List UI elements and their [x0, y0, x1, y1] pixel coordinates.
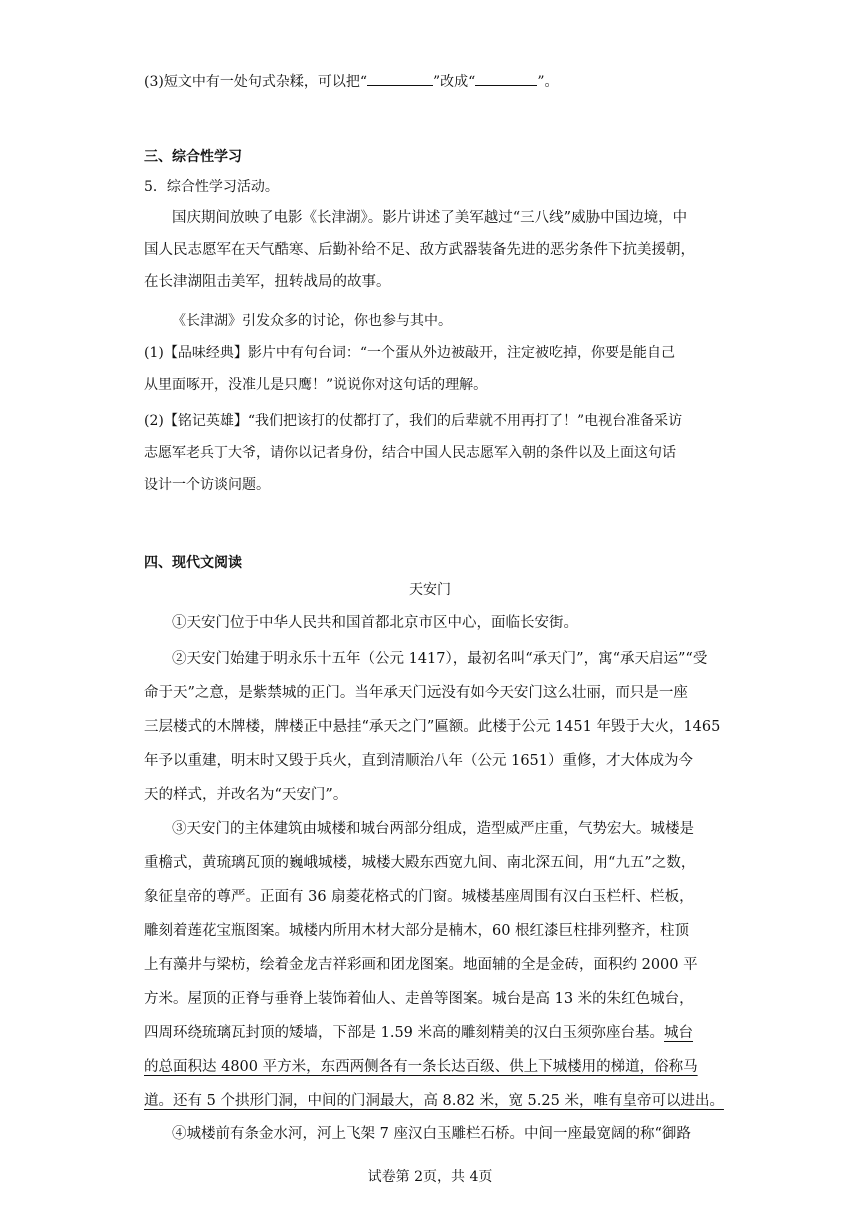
page-footer: 试卷第 2页，共 4页: [367, 1169, 493, 1185]
sub-question-2: (2)【铭记英雄】“我们把该打的仗都打了，我们的后辈就不用再打了！”电视台准备采访 志愿军老兵丁大爷，请你以记者身份，结合中国人民志愿军入朝的条件以及上面这句话 设计一个访谈问题。: [144, 413, 683, 493]
answer-blank-original[interactable]: [367, 71, 433, 86]
underlined-passage-line: 道。还有 5 个拱形门洞，中间的门洞最大，高 8.82 米，宽 5.25 米，唯有皇帝可以进出。: [144, 1093, 724, 1109]
question-5-label: 5．综合性学习活动。: [144, 179, 279, 195]
discussion-paragraph: 《长津湖》引发众多的讨论，你也参与其中。: [172, 313, 452, 329]
underlined-passage-start: 城台: [664, 1025, 694, 1041]
passage-paragraph-4: ④城楼前有条金水河，河上飞架 7 座汉白玉雕栏石桥。中间一座最宽阔的称“御路: [172, 1126, 691, 1142]
passage-title: 天安门: [409, 582, 451, 598]
section-heading-comprehensive-study: 三、综合性学习: [144, 149, 242, 165]
passage-paragraph-1: ①天安门位于中华人民共和国首都北京市区中心，面临长安街。: [172, 615, 578, 631]
underlined-passage-line: 的总面积达 4800 平方米，东西两侧各有一条长达百级、供上下城楼用的梯道，俗称马: [144, 1059, 698, 1075]
movie-intro-paragraph: 国庆期间放映了电影《长津湖》。影片讲述了美军越过“三八线”威胁中国边境，中 国人民志愿军在天气酷寒、后勤补给不足、敌方武器装备先进的恶劣条件下抗美援朝， 在长津湖阻击美军，扭转战局的故事。: [144, 210, 695, 290]
section-heading-modern-reading: 四、现代文阅读: [144, 555, 242, 571]
passage-paragraph-3: ③天安门的主体建筑由城楼和城台两部分组成，造型威严庄重，气势宏大。城楼是 重檐式，黄琉璃瓦顶的巍峨城楼，城楼大殿东西宽九间、南北深五间，用“九五”之数， 象征皇帝的尊严。正面有 36 扇菱花格式的门窗。城楼基座周围有汉白玉栏杆、栏板， 雕刻着莲花宝瓶图案。城楼内所用木材大部分是楠木，60 根红漆巨柱排列整齐，柱顶 上有藻井与梁枋，绘着金龙吉祥彩画和团龙图案。地面辅的全是金砖，面积约 2000 平 方米。屋顶的正脊与垂脊上装饰着仙人、走兽等图案。城台是高 13 米的朱红色城台， 四周环绕琉璃瓦封顶的矮墙，下部是 1.59 米高的雕刻精美的汉白玉须弥座台基。城台 的总面积达 4800 平方米，东西两侧各有一条长达百级、供上下城楼用的梯道，俗称马 道。还有 5 个拱形门洞，中间的门洞最大，高 8.82 米，宽 5.25 米，唯有皇帝可以进出。: [144, 812, 716, 1118]
question-3-sentence-fix: (3)短文中有一处句式杂糅，可以把“ ”改成“ ”。: [144, 70, 559, 94]
sub-question-1: (1)【品味经典】影片中有句台词：“一个蛋从外边被敲开，注定被吃掉，你要是能自己 从里面啄开，没准儿是只鹰！”说说你对这句话的理解。: [144, 345, 675, 393]
answer-blank-revised[interactable]: [475, 71, 537, 86]
passage-paragraph-2: ②天安门始建于明永乐十五年（公元 1417），最初名叫“承天门”，寓“承天启运”“受 命于天”之意，是紫禁城的正门。当年承天门远没有如今天安门这么壮丽，而只是一座 三层楼式的木牌楼，牌楼正中悬挂“承天之门”匾额。此楼于公元 1451 年毁于大火，1465 年予以重建，明末时又毁于兵火，直到清顺治八年（公元 1651）重修，才大体成为今 天的样式，并改名为“天安门”。: [144, 651, 721, 803]
